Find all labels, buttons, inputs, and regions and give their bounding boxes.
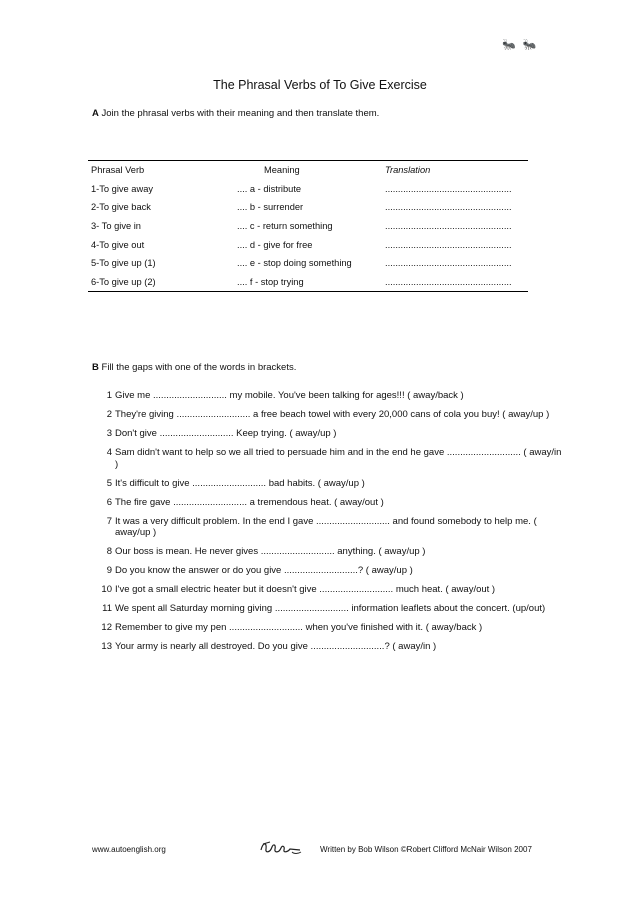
footer-credit: Written by Bob Wilson ©Robert Clifford McNair Wilson 2007 <box>320 845 532 854</box>
exercise-number: 10 <box>101 584 112 595</box>
header-translation: Translation <box>385 165 431 176</box>
exercise-text: It was a very difficult problem. In the end I gave ............................ and found somebody to help me. ( away/up ) <box>115 515 537 538</box>
meaning-cell: .... a - distribute <box>237 183 302 194</box>
exercise-number: 8 <box>106 546 112 557</box>
footer-website: www.autoenglish.org <box>92 845 166 854</box>
exercise-text: Do you know the answer or do you give ............................? ( away/up ) <box>115 565 413 576</box>
list-item <box>92 428 562 440</box>
exercise-text: Your army is nearly all destroyed. Do you give ............................? ( away/in ) <box>115 641 437 652</box>
exercise-number: 1 <box>106 390 112 401</box>
section-b-text: Fill the gaps with one of the words in brackets. <box>101 362 297 373</box>
section-a-letter: A <box>92 108 99 119</box>
exercise-text: Give me ............................ my mobile. You've been talking for ages!!! ( away/back ) <box>115 390 464 401</box>
exercise-number: 11 <box>102 603 112 614</box>
exercise-text: Sam didn't want to help so we all tried to persuade him and in the end he gave ............................ ( away/in ) <box>115 447 562 470</box>
list-item <box>92 516 562 539</box>
exercise-text: The fire gave ............................ a tremendous heat. ( away/out ) <box>115 496 384 508</box>
meaning-cell: .... e - stop doing something <box>237 258 352 269</box>
page-title: The Phrasal Verbs of To Give Exercise <box>213 78 427 92</box>
table-row <box>88 235 528 254</box>
exercise-list <box>92 390 562 660</box>
translation-cell: ................................................. <box>385 276 512 287</box>
exercise-text: We spent all Saturday morning giving ............................ information leaflets about the concert. (up/out) <box>115 603 546 614</box>
table-row <box>88 273 528 292</box>
meaning-cell: .... b - surrender <box>237 202 304 213</box>
phrasal-verb-cell: 2-To give back <box>91 202 151 213</box>
section-a-instruction <box>92 108 379 119</box>
exercise-number: 5 <box>106 477 112 489</box>
list-item <box>92 478 562 490</box>
translation-cell: ................................................. <box>385 221 512 232</box>
translation-cell: ................................................. <box>385 202 512 213</box>
phrasal-verb-cell: 6-To give up (2) <box>91 276 156 287</box>
list-item <box>92 565 562 577</box>
phrasal-verb-cell: 4-To give out <box>91 239 145 250</box>
signature-logo-icon <box>258 838 304 858</box>
exercise-number: 13 <box>101 641 112 652</box>
translation-cell: ................................................. <box>385 258 512 269</box>
table-row <box>88 217 528 236</box>
list-item <box>92 390 562 402</box>
exercise-text: They're giving ............................ a free beach towel with every 20,000 cans of cola you buy! ( away/up ) <box>115 409 550 420</box>
list-item <box>92 603 562 615</box>
section-b-instruction <box>92 362 296 373</box>
table-row <box>88 254 528 273</box>
exercise-number: 6 <box>106 496 112 508</box>
phrasal-verb-cell: 1-To give away <box>91 183 154 194</box>
table-row <box>88 180 528 199</box>
phrasal-verb-cell: 3- To give in <box>91 221 141 232</box>
exercise-number: 7 <box>106 515 112 527</box>
exercise-number: 4 <box>106 447 112 458</box>
phrasal-verb-cell: 5-To give up (1) <box>91 258 156 269</box>
header-phrasal-verb: Phrasal Verb <box>91 165 145 176</box>
table-row <box>88 198 528 217</box>
exercise-text: Our boss is mean. He never gives ............................ anything. ( away/up ) <box>115 546 426 557</box>
exercise-text: It's difficult to give ............................ bad habits. ( away/up ) <box>115 477 365 489</box>
section-a-text: Join the phrasal verbs with their meaning and then translate them. <box>101 108 380 119</box>
exercise-text: Don't give ............................ Keep trying. ( away/up ) <box>115 428 337 439</box>
list-item <box>92 546 562 558</box>
exercise-text: I've got a small electric heater but it doesn't give ............................ much heat. ( away/out ) <box>115 584 496 595</box>
exercise-number: 2 <box>106 409 112 420</box>
list-item <box>92 622 562 634</box>
list-item <box>92 584 562 596</box>
ant-icons: 🐜 🐜 <box>502 39 539 51</box>
meaning-cell: .... d - give for free <box>237 239 313 250</box>
header-meaning: Meaning <box>264 165 300 176</box>
section-b-letter: B <box>92 362 99 373</box>
meaning-cell: .... c - return something <box>237 221 333 232</box>
list-item <box>92 497 562 509</box>
translation-cell: ................................................. <box>385 239 512 250</box>
meaning-cell: .... f - stop trying <box>237 276 304 287</box>
translation-cell: ................................................. <box>385 183 512 194</box>
exercise-number: 12 <box>101 622 112 633</box>
exercise-text: Remember to give my pen ............................ when you've finished with it. ( away/back ) <box>115 622 483 633</box>
exercise-number: 3 <box>106 428 112 439</box>
list-item <box>92 409 562 421</box>
phrasal-verbs-table <box>88 160 528 292</box>
list-item <box>92 641 562 653</box>
exercise-number: 9 <box>106 565 112 576</box>
table-header-row <box>88 161 528 180</box>
list-item <box>92 447 562 470</box>
